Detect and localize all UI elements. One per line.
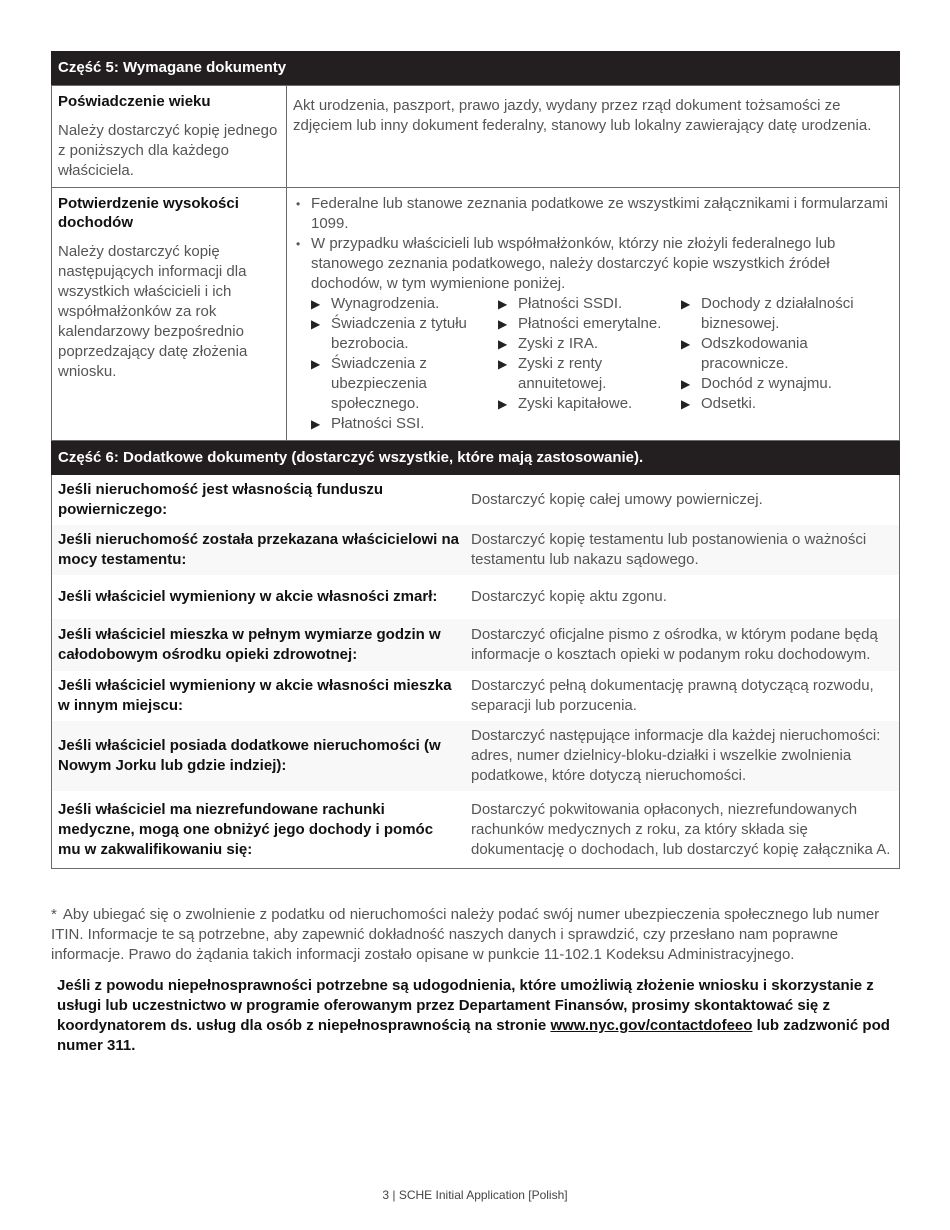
requirement-text: Dostarczyć kopię całej umowy powierniczej.	[471, 491, 763, 508]
requirement-text: Dostarczyć kopię aktu zgonu.	[471, 588, 667, 605]
contact-link[interactable]: www.nyc.gov/contactdofeeo	[550, 1017, 753, 1034]
table-row	[52, 671, 899, 721]
income-sub: Należy dostarczyć kopię następujących informacji dla wszystkich właścicieli i ich współmałżonków za rok kalendarzowy bezpośrednio poprzedzający datę złożenia wniosku.	[58, 243, 248, 380]
part6-table	[51, 475, 900, 869]
requirement-text: Dostarczyć następujące informacje dla każdej nieruchomości: adres, numer dzielnicy-bloku-działki i wszelkie zwolnienia podatkowe, które dotyczą nieruchomości.	[471, 727, 881, 784]
income-col-1	[293, 294, 498, 434]
income-label: Potwierdzenie wysokości dochodów	[58, 195, 239, 231]
requirement-text: Dostarczyć oficjalne pismo z ośrodka, w którym podane będą informacje o kosztach opieki w podanym roku dochodowym.	[471, 626, 878, 663]
age-row	[52, 86, 900, 188]
income-source: ▶ Wynagrodzenia.	[311, 294, 498, 314]
income-source: ▶ Dochód z wynajmu.	[681, 374, 881, 394]
footnote-star: *	[51, 906, 57, 923]
income-source: ▶ Zyski z IRA.	[498, 334, 681, 354]
table-row	[52, 791, 899, 868]
income-row	[52, 188, 900, 441]
accessibility-text: Jeśli z powodu niepełnosprawności potrzebne są udogodnienia, które umożliwią złożenie wniosku i skorzystanie z usługi lub uczestnictwo w programie oferowanym przez Departament Finansów, prosimy skontaktować się z koordynatorem ds. usług dla osób z niepełnosprawnością na stronie	[57, 977, 874, 1034]
page-footer: 3 | SCHE Initial Application [Polish]	[382, 1188, 568, 1202]
requirement-text: Dostarczyć pokwitowania opłaconych, niezrefundowanych rachunków medycznych z roku, za który składa się dokumentację o dochodach, lub dostarczyć kopię załącznika A.	[471, 800, 891, 858]
income-source: ▶ Płatności SSI.	[311, 414, 498, 434]
age-text: Akt urodzenia, paszport, prawo jazdy, wydany przez rząd dokument tożsamości ze zdjęciem lub inny dokument federalny, stanowy lub lokalny zawierający datę urodzenia.	[293, 97, 872, 134]
income-source: ▶ Dochody z działalności biznesowej.	[681, 294, 881, 334]
condition-text: Jeśli właściciel mieszka w pełnym wymiarze godzin w całodobowym ośrodku opieki zdrowotnej:	[58, 626, 441, 663]
income-col-3	[681, 294, 881, 434]
income-bullets	[293, 194, 893, 294]
part5-table	[51, 85, 900, 441]
part5-header: Część 5: Wymagane dokumenty	[51, 51, 900, 85]
income-bullet: • Federalne lub stanowe zeznania podatkowe ze wszystkimi załącznikami i formularzami 1099.	[293, 194, 893, 234]
age-sub: Należy dostarczyć kopię jednego z poniższych dla każdego właściciela.	[58, 122, 278, 179]
table-row	[52, 475, 899, 525]
income-source: ▶ Odsetki.	[681, 394, 881, 414]
age-label: Poświadczenie wieku	[58, 93, 211, 110]
income-source: ▶ Odszkodowania pracownicze.	[681, 334, 881, 374]
condition-text: Jeśli właściciel wymieniony w akcie własności zmarł:	[58, 588, 438, 605]
income-source: ▶ Świadczenia z tytułu bezrobocia.	[311, 314, 498, 354]
condition-text: Jeśli właściciel wymieniony w akcie własności mieszka w innym miejscu:	[58, 677, 452, 714]
requirement-text: Dostarczyć kopię testamentu lub postanowienia o ważności testamentu lub nakazu sądowego.	[471, 531, 867, 568]
income-bullet: • W przypadku właścicieli lub współmałżonków, którzy nie złożyli federalnego lub stanowego zeznania podatkowego, należy dostarczyć kopie wszystkich źródeł dochodów, w tym wymienione poniżej.	[293, 234, 893, 294]
income-source: ▶ Świadczenia z ubezpieczenia społecznego.	[311, 354, 498, 414]
condition-text: Jeśli nieruchomość jest własnością funduszu powierniczego:	[58, 481, 384, 518]
table-row	[52, 619, 899, 671]
condition-text: Jeśli właściciel posiada dodatkowe nieruchomości (w Nowym Jorku lub gdzie indziej):	[58, 737, 441, 774]
document-page	[51, 51, 900, 869]
income-source: ▶ Płatności SSDI.	[498, 294, 681, 314]
accessibility-text-end: lub zadzwonić pod numer 311.	[57, 1017, 890, 1054]
condition-text: Jeśli nieruchomość została przekazana właścicielowi na mocy testamentu:	[58, 531, 460, 568]
footnote	[51, 905, 900, 965]
accessibility-notice	[57, 976, 897, 1056]
footnote-text: Aby ubiegać się o zwolnienie z podatku od nieruchomości należy podać swój numer ubezpieczenia społecznego lub numer ITIN. Informacje te są potrzebne, aby zapewnić dokładność naszych danych i sprawdzić, czy przesłano nam poprawne informacje. Prawo do żądania takich informacji zostało opisane w punkcie 11-102.1 Kodeksu Administracyjnego.	[51, 906, 880, 963]
income-col-2	[498, 294, 681, 434]
income-source: ▶ Płatności emerytalne.	[498, 314, 681, 334]
income-source: ▶ Zyski z renty annuitetowej.	[498, 354, 681, 394]
part6-header: Część 6: Dodatkowe dokumenty (dostarczyć wszystkie, które mają zastosowanie).	[51, 441, 900, 475]
table-row	[52, 525, 899, 575]
income-sources	[293, 294, 893, 434]
condition-text: Jeśli właściciel ma niezrefundowane rachunki medyczne, mogą one obniżyć jego dochody i pomóc mu w zakwalifikowaniu się:	[58, 800, 434, 858]
table-row	[52, 721, 899, 791]
table-row	[52, 575, 899, 619]
requirement-text: Dostarczyć pełną dokumentację prawną dotyczącą rozwodu, separacji lub porzucenia.	[471, 677, 874, 714]
income-source: ▶ Zyski kapitałowe.	[498, 394, 681, 414]
